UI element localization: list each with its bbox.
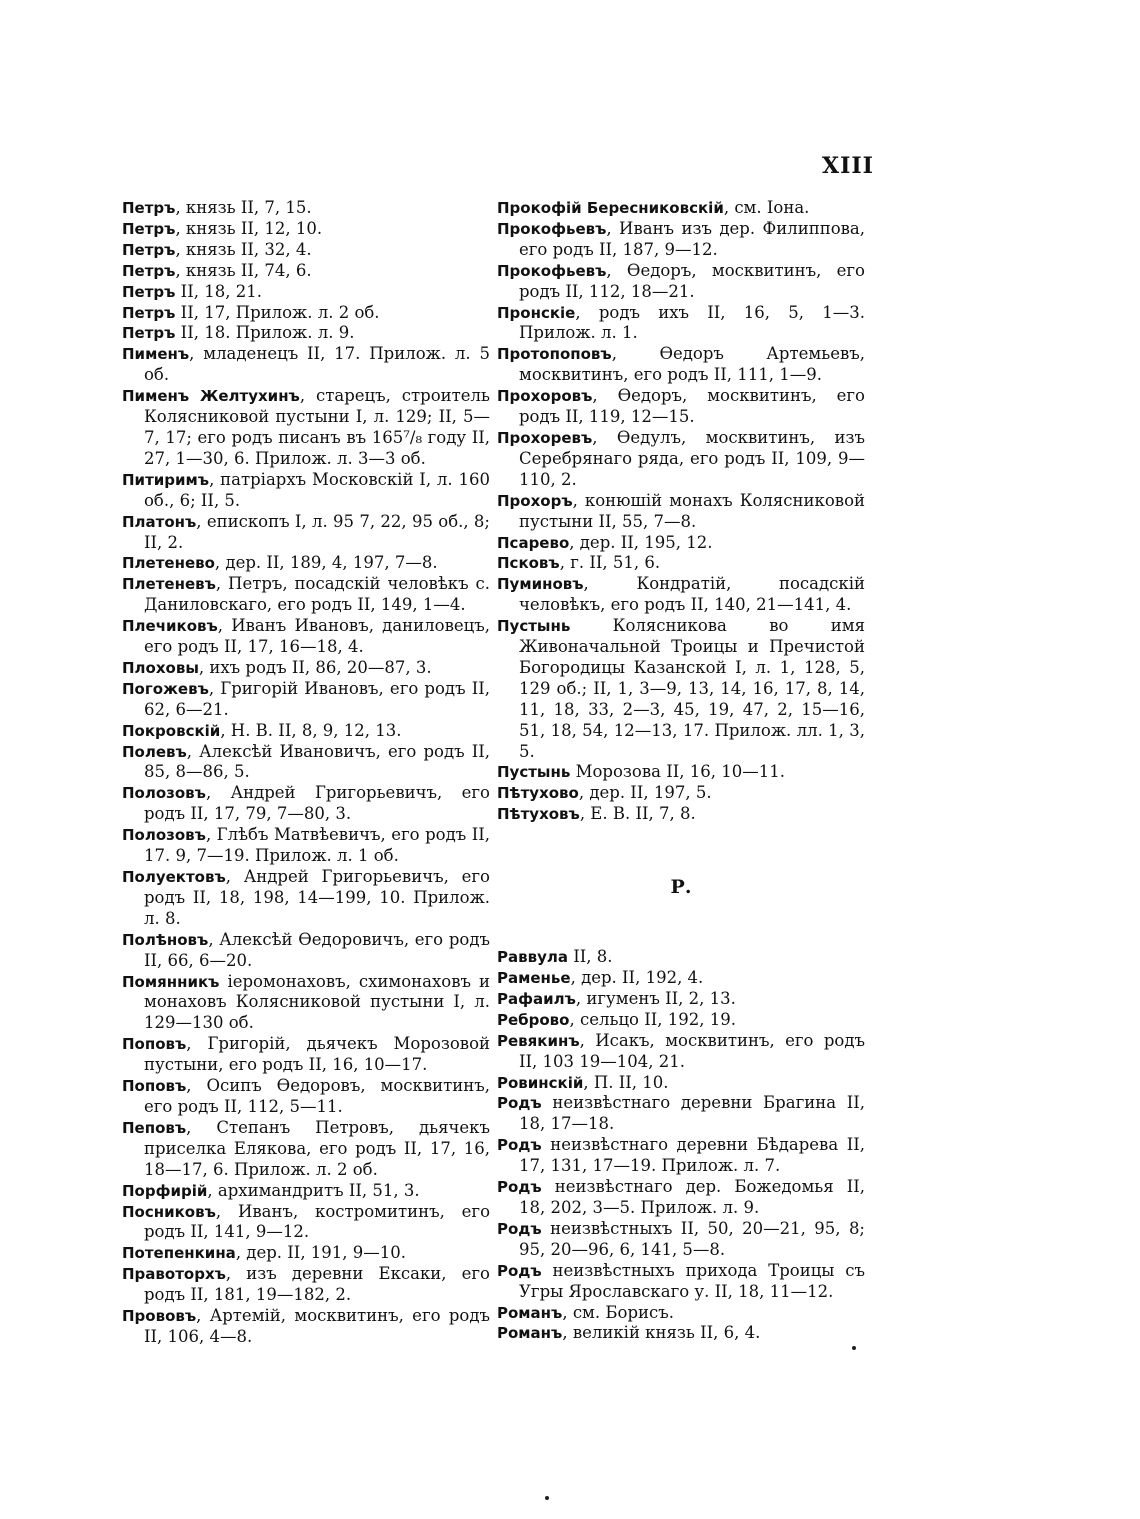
entry-references: , Иванъ Ивановъ, даниловецъ, его родъ II, 17, 16—18, 4. xyxy=(144,616,490,657)
index-entry xyxy=(497,1323,865,1344)
entry-references: , князь II, 32, 4. xyxy=(175,239,312,259)
index-entry xyxy=(122,1034,490,1076)
entry-references: , родъ ихъ II, 16, 5, 1—3. Прилож. л. 1. xyxy=(519,302,865,343)
entry-headword: Родъ xyxy=(497,1261,542,1280)
index-entry xyxy=(122,512,490,554)
index-entry xyxy=(122,261,490,282)
index-entry xyxy=(497,1177,865,1219)
entry-headword: Питиримъ xyxy=(122,470,210,489)
entry-references: , Андрей Григорьевичъ, его родъ II, 18, 198, 14—199, 10. Прилож. л. 8. xyxy=(144,867,490,928)
entry-headword: Полуектовъ xyxy=(122,868,226,886)
index-entry xyxy=(122,658,490,679)
section-p-entries xyxy=(497,198,865,825)
index-entry xyxy=(497,533,865,554)
entry-references: , старецъ, строитель Колясниковой пустыни I, л. 129; II, 5—7, 17; его родъ писанъ въ 165⁷/₈ году II, 27, 1—30, 6. Прилож. л. 3—3 об. xyxy=(144,386,491,468)
entry-references: , см. Іона. xyxy=(723,198,810,217)
entry-headword: Полозовъ xyxy=(122,826,206,845)
index-entry xyxy=(122,553,490,574)
index-entry xyxy=(497,804,865,825)
index-entry xyxy=(122,825,490,867)
entry-headword: Прововъ xyxy=(122,1307,197,1326)
entry-headword: Платонъ xyxy=(122,512,197,531)
index-entry xyxy=(122,282,490,303)
entry-references: , епископъ I, л. 95 7, 22, 95 об., 8; II, 2. xyxy=(144,511,490,552)
index-entry xyxy=(497,762,865,783)
entry-references: , Осипъ Ѳедоровъ, москвитинъ, его родъ II, 112, 5—11. xyxy=(144,1076,490,1116)
entry-headword: Покровскій xyxy=(122,721,221,740)
index-entry xyxy=(497,344,865,386)
entry-references: , изъ деревни Ексаки, его родъ II, 181, 19—182, 2. xyxy=(144,1264,490,1305)
index-entry xyxy=(497,428,865,491)
index-entry xyxy=(497,574,865,616)
entry-references: , дер. II, 192, 4. xyxy=(570,968,704,987)
entry-headword: Плетеневъ xyxy=(122,575,216,594)
entry-references: , дер. II, 195, 12. xyxy=(569,532,713,552)
entry-headword: Пѣтуховъ xyxy=(497,805,580,824)
index-entry xyxy=(497,968,865,989)
entry-references: неизвѣстныхъ II, 50, 20—21, 95, 8; 95, 20—96, 6, 141, 5—8. xyxy=(519,1218,865,1259)
index-entry xyxy=(497,989,865,1010)
entry-references: II, 18, 21. xyxy=(175,281,262,301)
entry-references: , князь II, 12, 10. xyxy=(175,218,323,238)
entry-headword: Псковъ xyxy=(497,554,560,573)
index-entry xyxy=(122,783,490,825)
print-speck xyxy=(545,1496,549,1500)
entry-headword: Родъ xyxy=(497,1094,542,1113)
entry-references: Морозова II, 16, 10—11. xyxy=(570,762,785,782)
entry-headword: Псарево xyxy=(497,533,570,552)
entry-headword: Пименъ xyxy=(122,345,190,364)
index-entry xyxy=(122,721,490,742)
entry-headword: Ровинскій xyxy=(497,1073,584,1092)
entry-references: , Петръ, посадскій человѣкъ с. Даниловскаго, его родъ II, 149, 1—4. xyxy=(144,574,490,615)
entry-headword: Поповъ xyxy=(122,1077,187,1096)
entry-headword: Пуминовъ xyxy=(497,575,584,594)
index-entry xyxy=(122,616,490,658)
index-entry xyxy=(122,972,490,1035)
index-entry xyxy=(497,553,865,574)
entry-references: , ихъ родъ II, 86, 20—87, 3. xyxy=(198,657,432,677)
index-entry xyxy=(497,1031,865,1073)
entry-references: , Иванъ, костромитинъ, его родъ II, 141, 9—12. xyxy=(144,1201,490,1242)
entry-headword: Пронскіе xyxy=(497,303,576,322)
entry-headword: Реброво xyxy=(497,1010,570,1029)
left-column xyxy=(122,198,490,1348)
index-entry xyxy=(497,1073,865,1094)
entry-headword: Прокофьевъ xyxy=(497,261,607,280)
entry-references: Колясникова во имя Живоначальной Троицы и Пречистой Богородицы Казанской I, л. 1, 128, 5, 129 об.; II, 1, 3—9, 13, 14, 16, 17, 8, 14, 11, 18, 33, 2—3, 45, 19, 47, 2, 15—16, 51, 18, 54, 12—13, 17. Прилож. лл. 1, 3, 5. xyxy=(519,616,865,761)
page-number: XIII xyxy=(822,153,874,179)
index-entry xyxy=(497,1303,865,1324)
entry-headword: Протопоповъ xyxy=(497,345,612,364)
index-entry xyxy=(122,198,490,219)
entry-headword: Рафаилъ xyxy=(497,989,576,1008)
entry-headword: Полевъ xyxy=(122,742,187,761)
entry-references: , Алексѣй Ивановичъ, его родъ II, 85, 8—86, 5. xyxy=(144,741,490,782)
entry-headword: Полозовъ xyxy=(122,784,206,803)
entry-headword: Романъ xyxy=(497,1324,563,1343)
section-r-entries xyxy=(497,947,865,1344)
right-column xyxy=(497,198,865,1344)
entry-references: II, 18. Прилож. л. 9. xyxy=(175,323,355,343)
entry-headword: Прохоровъ xyxy=(497,387,593,406)
entry-references: II, 17, Прилож. л. 2 об. xyxy=(175,302,380,322)
index-entry xyxy=(497,198,865,219)
entry-references: , Исакъ, москвитинъ, его родъ II, 103 19—104, 21. xyxy=(519,1030,865,1071)
entry-headword: Полѣновъ xyxy=(122,930,209,949)
index-entry xyxy=(497,783,865,804)
entry-references: , дер. II, 189, 4, 197, 7—8. xyxy=(214,553,438,573)
entry-references: , Артемій, москвитинъ, его родъ II, 106, 4—8. xyxy=(144,1306,490,1346)
entry-headword: Порфирій xyxy=(122,1181,208,1200)
index-entry xyxy=(122,386,490,470)
index-entry xyxy=(122,1243,490,1264)
entry-headword: Раменье xyxy=(497,969,571,987)
entry-references: , Алексѣй Ѳедоровичъ, его родъ II, 66, 6—20. xyxy=(144,929,490,970)
index-entry xyxy=(122,930,490,972)
index-entry xyxy=(122,1264,490,1306)
entry-headword: Помянникъ xyxy=(122,972,220,991)
entry-headword: Плечиковъ xyxy=(122,617,218,636)
entry-references: , Григорій Ивановъ, его родъ II, 62, 6—21. xyxy=(144,678,490,719)
entry-references: , Е. В. II, 7, 8. xyxy=(579,804,696,824)
entry-references: іеромонаховъ, схимонаховъ и монаховъ Колясниковой пустыни I, л. 129—130 об. xyxy=(144,971,490,1033)
entry-headword: Потепенкина xyxy=(122,1244,236,1263)
entry-references: , игуменъ II, 2, 13. xyxy=(575,988,736,1008)
index-entry xyxy=(497,219,865,261)
index-entry xyxy=(122,1306,490,1348)
entry-references: , Кондратій, посадскій человѣкъ, его родъ II, 140, 21—141, 4. xyxy=(519,574,865,615)
entry-references: неизвѣстныхъ прихода Троицы съ Угры Ярославскаго у. II, 18, 11—12. xyxy=(519,1260,865,1301)
entry-headword: Правоторхъ xyxy=(122,1265,226,1284)
index-entry xyxy=(497,386,865,428)
entry-headword: Поповъ xyxy=(122,1035,187,1054)
entry-references: , Ѳедоръ Артемьевъ, москвитинъ, его родъ II, 111, 1—9. xyxy=(519,344,865,385)
entry-references: , Григорій, дьячекъ Морозовой пустыни, его родъ II, 16, 10—17. xyxy=(144,1034,490,1075)
index-entry xyxy=(497,947,865,968)
entry-references: неизвѣстнаго деревни Брагина II, 18, 17—18. xyxy=(519,1093,865,1134)
index-entry xyxy=(122,679,490,721)
entry-references: , Ѳедулъ, москвитинъ, изъ Серебрянаго ряда, его родъ II, 109, 9—110, 2. xyxy=(519,427,865,489)
entry-references: , Н. В. II, 8, 9, 12, 13. xyxy=(220,720,402,740)
entry-references: , Глѣбъ Матвѣевичъ, его родъ II, 17. 9, 7—19. Прилож. л. 1 об. xyxy=(144,825,490,866)
entry-headword: Петръ xyxy=(122,324,176,343)
entry-headword: Плетенево xyxy=(122,554,215,573)
entry-headword: Пименъ Желтухинъ xyxy=(122,387,300,406)
entry-references: , архимандритъ II, 51, 3. xyxy=(207,1180,420,1200)
index-entry xyxy=(122,470,490,512)
entry-headword: Петръ xyxy=(122,219,176,238)
index-entry xyxy=(497,303,865,345)
entry-references: , П. II, 10. xyxy=(583,1072,669,1092)
index-entry xyxy=(497,261,865,303)
print-speck xyxy=(852,1346,856,1350)
entry-references: , Иванъ изъ дер. Филиппова, его родъ II, 187, 9—12. xyxy=(519,218,865,259)
index-entry xyxy=(122,303,490,324)
entry-references: , князь II, 7, 15. xyxy=(175,198,312,217)
entry-references: , г. II, 51, 6. xyxy=(559,553,661,573)
entry-headword: Прохоръ xyxy=(497,491,573,510)
entry-references: , Андрей Григорьевичъ, его родъ II, 17, 79, 7—80, 3. xyxy=(144,783,490,824)
entry-references: , князь II, 74, 6. xyxy=(175,260,312,280)
index-entry xyxy=(122,240,490,261)
entry-references: , патріархъ Московскій I, л. 160 об., 6; II, 5. xyxy=(144,469,490,510)
entry-references: , дер. II, 197, 5. xyxy=(578,783,712,803)
entry-headword: Прохоревъ xyxy=(497,428,593,447)
index-entry xyxy=(122,219,490,240)
index-entry xyxy=(497,1219,865,1261)
entry-headword: Ревякинъ xyxy=(497,1031,580,1050)
entry-references: , младенецъ II, 17. Прилож. л. 5 об. xyxy=(144,344,490,385)
index-entry xyxy=(497,1093,865,1135)
index-entry xyxy=(122,742,490,784)
section-letter-r: Р. xyxy=(670,876,692,899)
entry-references: , конюшій монахъ Колясниковой пустыни II, 55, 7—8. xyxy=(519,490,865,531)
entry-references: , великій князь II, 6, 4. xyxy=(562,1323,761,1343)
index-entry xyxy=(497,1261,865,1303)
index-entry xyxy=(122,1076,490,1118)
entry-headword: Плоховы xyxy=(122,658,199,677)
entry-headword: Посниковъ xyxy=(122,1202,216,1221)
index-entry xyxy=(122,1118,490,1181)
entry-headword: Петръ xyxy=(122,303,176,322)
entry-headword: Пустынь xyxy=(497,763,571,782)
entry-headword: Пустынь xyxy=(497,617,571,636)
entry-references: , дер. II, 191, 9—10. xyxy=(235,1243,407,1263)
entry-headword: Погожевъ xyxy=(122,679,209,698)
entry-headword: Прокофій Бересниковскій xyxy=(497,199,724,217)
entry-headword: Петръ xyxy=(122,199,176,217)
entry-headword: Родъ xyxy=(497,1178,542,1197)
entry-headword: Родъ xyxy=(497,1136,542,1155)
index-entry xyxy=(497,1010,865,1031)
entry-headword: Петръ xyxy=(122,261,176,280)
entry-headword: Раввула xyxy=(497,948,568,967)
index-entry xyxy=(497,491,865,533)
entry-references: II, 8. xyxy=(568,947,613,967)
index-entry xyxy=(122,1181,490,1202)
index-entry xyxy=(122,574,490,616)
index-entry xyxy=(122,323,490,344)
index-entry xyxy=(497,616,865,762)
entry-headword: Петръ xyxy=(122,282,176,301)
index-entry xyxy=(122,344,490,386)
index-entry xyxy=(122,867,490,930)
entry-references: , Ѳедоръ, москвитинъ, его родъ II, 112, 18—21. xyxy=(519,260,865,301)
entry-references: , Степанъ Петровъ, дьячекъ приселка Елякова, его родъ II, 17, 16, 18—17, 6. Прилож. л. 2 об. xyxy=(144,1117,490,1179)
entry-headword: Пѣтухово xyxy=(497,784,579,803)
entry-references: , сельцо II, 192, 19. xyxy=(569,1009,736,1029)
entry-headword: Петръ xyxy=(122,240,176,259)
entry-references: неизвѣстнаго дер. Божедомья II, 18, 202, 3—5. Прилож. л. 9. xyxy=(519,1177,865,1217)
entry-references: , Ѳедоръ, москвитинъ, его родъ II, 119, 12—15. xyxy=(519,386,865,427)
entry-headword: Романъ xyxy=(497,1303,563,1322)
entry-headword: Пеповъ xyxy=(122,1118,187,1137)
index-entry xyxy=(497,1135,865,1177)
entry-headword: Родъ xyxy=(497,1219,542,1238)
entry-references: , см. Борисъ. xyxy=(562,1302,674,1322)
entry-headword: Прокофьевъ xyxy=(497,219,607,238)
index-entry xyxy=(122,1202,490,1244)
entry-references: неизвѣстнаго деревни Бѣдарева II, 17, 131, 17—19. Прилож. л. 7. xyxy=(519,1135,865,1176)
